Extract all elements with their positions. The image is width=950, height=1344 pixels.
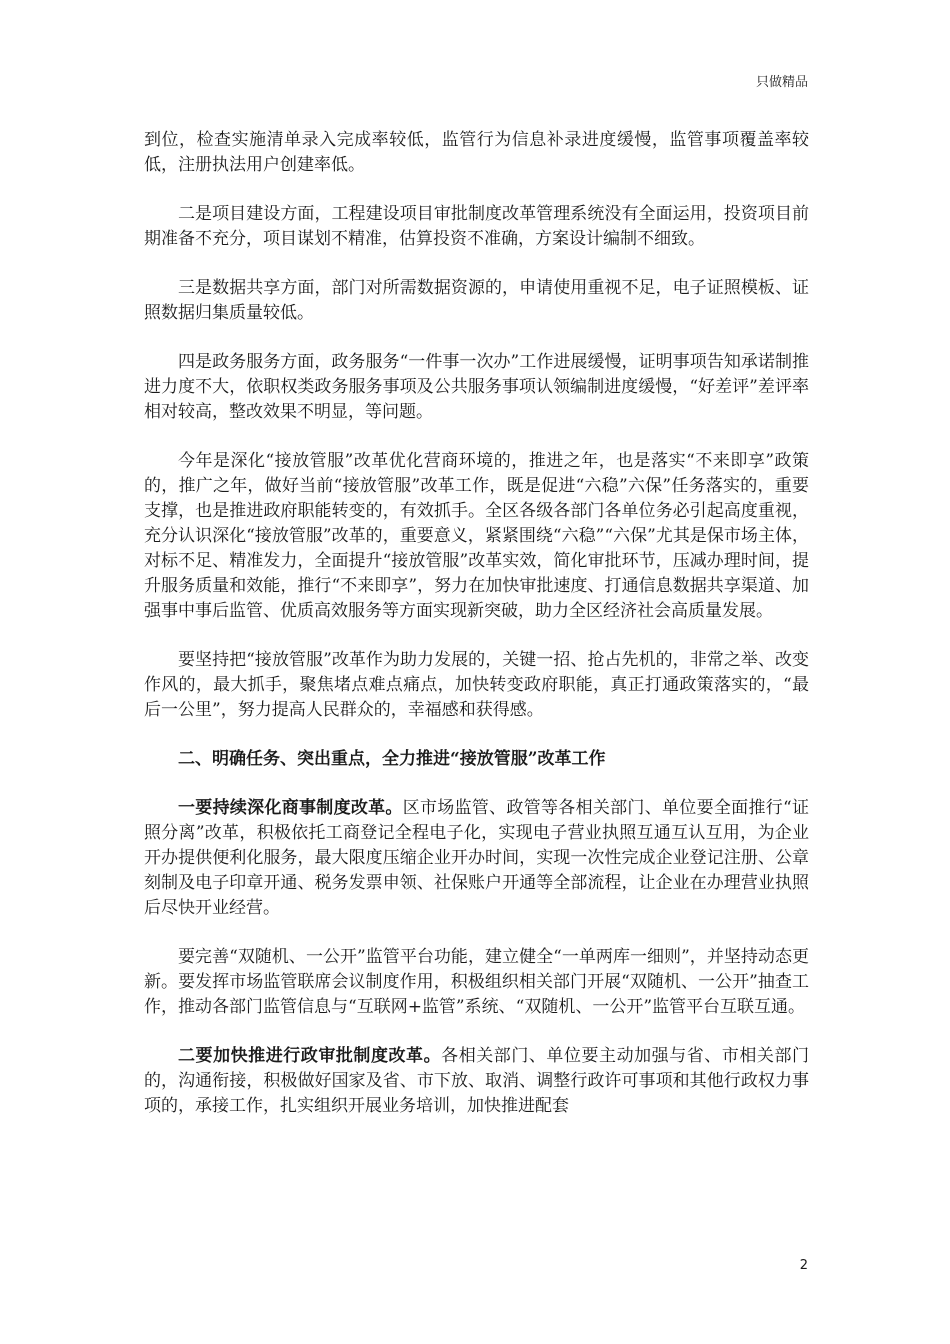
paragraph-item-2 (144, 1044, 809, 1119)
paragraph-item-1 (144, 796, 809, 921)
item-text: 区市场监管、政管等各相关部门、单位要全面推行“证照分离”改革，积极依托工商登记全程电子化，实现电子营业执照互通互认互用，为企业开办提供便利化服务，最大限度压缩企业开办时间，实现一次性完成企业登记注册、公章刻制及电子印章开通、税务发票申领、社保账户开通等全部流程，让企业在办理营业执照后尽快开业经营。 (144, 798, 809, 918)
document-body (144, 128, 809, 1143)
item-text: 各相关部门、单位要主动加强与省、市相关部门的，沟通衔接，积极做好国家及省、市下放、取消、调整行政许可事项和其他行政权力事项的，承接工作，扎实组织开展业务培训，加快推进配套 (144, 1046, 810, 1116)
paragraph: 今年是深化“接放管服”改革优化营商环境的，推进之年，也是落实“不来即享”政策的，推广之年，做好当前“接放管服”改革工作，既是促进“六稳”六保”任务落实的，重要支撑，也是推进政府职能转变的，有效抓手。全区各级各部门各单位务必引起高度重视，充分认识深化“接放管服”改革的，重要意义，紧紧围绕“六稳”“六保”尤其是保市场主体，对标不足、精准发力，全面提升“接放管服”改革实效，简化审批环节，压减办理时间，提升服务质量和效能，推行“不来即享”，努力在加快审批速度、打通信息数据共享渠道、加强事中事后监管、优质高效服务等方面实现新突破，助力全区经济社会高质量发展。 (144, 451, 809, 621)
paragraph: 要完善“双随机、一公开”监管平台功能，建立健全“一单两库一细则”，并坚持动态更新。要发挥市场监管联席会议制度作用，积极组织相关部门开展“双随机、一公开”抽查工作，推动各部门监管信息与“互联网+监管”系统、“双随机、一公开”监管平台互联互通。 (144, 947, 809, 1017)
page-number: 2 (799, 1258, 808, 1273)
section-heading: 二、明确任务、突出重点，全力推进“接放管服”改革工作 (178, 749, 606, 769)
item-lead: 二要加快推进行政审批制度改革。 (178, 1046, 442, 1066)
item-lead: 一要持续深化商事制度改革。 (178, 798, 403, 818)
paragraph: 要坚持把“接放管服”改革作为助力发展的，关键一招、抢占先机的，非常之举、改变作风的，最大抓手，聚焦堵点难点痛点，加快转变政府职能，真正打通政策落实的，“最后一公里”，努力提高人民群众的，幸福感和获得感。 (144, 650, 809, 720)
header-tag: 只做精品 (755, 75, 808, 90)
paragraph: 三是数据共享方面，部门对所需数据资源的，申请使用重视不足，电子证照模板、证照数据归集质量较低。 (144, 278, 809, 323)
paragraph: 到位，检查实施清单录入完成率较低，监管行为信息补录进度缓慢，监管事项覆盖率较低，注册执法用户创建率低。 (144, 130, 809, 175)
paragraph: 二是项目建设方面，工程建设项目审批制度改革管理系统没有全面运用，投资项目前期准备不充分，项目谋划不精准，估算投资不准确，方案设计编制不细致。 (144, 204, 809, 249)
paragraph: 四是政务服务方面，政务服务“一件事一次办”工作进展缓慢，证明事项告知承诺制推进力度不大，依职权类政务服务事项及公共服务事项认领编制进度缓慢，“好差评”差评率相对较高，整改效果不明显，等问题。 (144, 352, 809, 422)
